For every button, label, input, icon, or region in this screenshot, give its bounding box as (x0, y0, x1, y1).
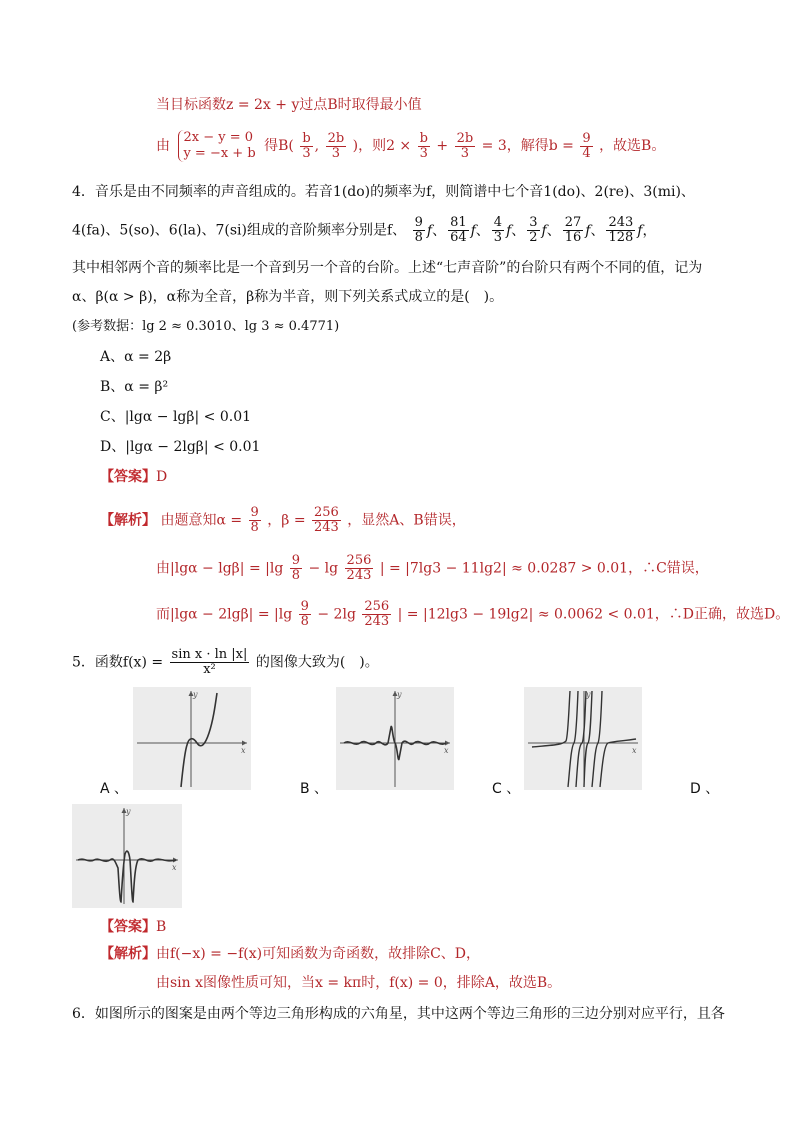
x-axis-label: x (632, 746, 637, 755)
answer-tag: 【答案】 (100, 919, 156, 935)
frequency-symbol: f (426, 222, 433, 239)
denominator: 4 (582, 145, 591, 161)
text: 由f(−x) = −f(x)可知函数为奇函数，故排除C、D， (156, 946, 481, 962)
label-option-a: A 、 (100, 781, 129, 797)
frequency-fraction (413, 216, 425, 245)
fraction (290, 554, 302, 583)
frequency-list (411, 215, 657, 245)
y-axis-label: y (193, 690, 198, 699)
fraction (418, 132, 430, 161)
denominator: 3 (419, 145, 428, 161)
text: ，显然A、B错误， (347, 512, 466, 529)
frequency-symbol: f (470, 222, 476, 239)
frequency-fraction (492, 216, 504, 245)
answer-value: D (156, 469, 168, 485)
denominator: 8 (291, 568, 301, 583)
q4-line-3: 其中相邻两个音的频率比是一个音到另一个音的台阶。上述“七声音阶”的台阶只有两个不同的值，记为 (72, 260, 703, 276)
text: ，故选B。 (599, 138, 666, 154)
q5-analysis-line-2: 由sin x图像性质可知，当x = kπ时，f(x) = 0，排除A，故选B。 (156, 975, 562, 991)
numerator: 4 (493, 215, 503, 230)
separator: 、 (546, 222, 561, 239)
text: 由|lgα − lgβ| = |lg (156, 560, 284, 577)
denominator: 243 (346, 568, 372, 583)
graph-option-d (72, 804, 182, 908)
equation-2: y = −x + b (183, 146, 256, 161)
separator: 、 (511, 222, 526, 239)
fraction (326, 132, 347, 161)
prev-line-1: 当目标函数z = 2x + y过点B时取得最小值 (156, 97, 422, 113)
q6-line-1: 6．如图所示的图案是由两个等边三角形构成的六角星，其中这两个等边三角形的三边分别对应平行，且各 (72, 1006, 725, 1022)
text: 而|lgα − 2lgβ| = |lg (156, 606, 293, 623)
fraction (455, 132, 476, 161)
numerator: 81 (450, 215, 467, 230)
denominator: 16 (564, 230, 582, 245)
numerator: sin x · ln |x| (171, 647, 248, 662)
denominator: 3 (302, 145, 311, 161)
fraction (299, 600, 311, 629)
numerator: 256 (314, 505, 339, 520)
fraction (362, 600, 391, 629)
y-axis-label: y (126, 807, 131, 816)
x-axis-label: x (172, 863, 177, 872)
numerator: b (419, 130, 428, 146)
numerator: 256 (346, 553, 372, 568)
q4-option-b: B、α = β² (100, 379, 169, 395)
text: | = |7lg3 − 11lg2| ≈ 0.0287 > 0.01，∴C错误， (379, 560, 709, 577)
graph-option-c (524, 687, 642, 790)
denominator: 243 (364, 614, 390, 629)
text: ，β = (267, 512, 306, 529)
frequency-symbol: f (585, 222, 591, 239)
label-option-b: B 、 (300, 781, 329, 797)
separator: 、 (432, 222, 447, 239)
text: − 2lg (317, 606, 356, 623)
text: 5．函数f(x) = (72, 654, 164, 671)
frequency-fraction (448, 216, 469, 245)
frequency-fraction (527, 216, 539, 245)
denominator: x² (203, 662, 216, 677)
q4-analysis-line-3 (156, 600, 789, 629)
denominator: 8 (414, 230, 423, 245)
numerator: 27 (564, 215, 582, 230)
q4-option-c: C、|lgα − lgβ| < 0.01 (100, 409, 252, 425)
equation-system (178, 130, 255, 162)
text: 得B( (264, 138, 294, 154)
numerator: 9 (300, 599, 309, 614)
denominator: 2 (529, 230, 538, 245)
separator: 、 (590, 222, 605, 239)
q4-reference-data: (参考数据：lg 2 ≈ 0.3010、lg 3 ≈ 0.4771) (72, 319, 340, 334)
text: 由 (156, 138, 170, 154)
denominator: 8 (250, 520, 259, 535)
numerator: 9 (250, 505, 259, 520)
text: 4(fa)、5(so)、6(la)、7(si)组成的音阶频率分别是f、 (72, 222, 407, 239)
denominator: 128 (608, 230, 634, 245)
x-axis-label: x (241, 746, 246, 755)
numerator: b (302, 130, 311, 146)
q4-line-1: 4．音乐是由不同频率的声音组成的。若音1(do)的频率为f，则简谱中七个音1(do)、2(re)、3(mi)、 (72, 184, 695, 200)
q4-option-a: A、α = 2β (100, 349, 172, 365)
denominator: 243 (314, 520, 339, 535)
q4-analysis-line-1 (100, 506, 466, 535)
text: + (436, 138, 449, 154)
denominator: 3 (493, 230, 503, 245)
text: | = |12lg3 − 19lg2| ≈ 0.0062 < 0.01，∴D正确，故选D。 (397, 606, 790, 623)
text: )，则2 × (352, 138, 412, 154)
x-axis-label: x (444, 746, 449, 755)
numerator: 243 (608, 215, 634, 230)
analysis-tag: 【解析】 (100, 946, 156, 962)
denominator: 64 (450, 230, 467, 245)
q4-option-d: D、|lgα − 2lgβ| < 0.01 (100, 439, 261, 455)
numerator: 3 (529, 215, 538, 230)
text: = 3，解得b = (481, 138, 574, 154)
numerator: 9 (414, 215, 423, 230)
answer-tag: 【答案】 (100, 469, 156, 485)
label-option-c: C 、 (492, 781, 521, 797)
frequency-symbol: f (541, 222, 547, 239)
q4-analysis-line-2 (156, 554, 709, 583)
numerator: 2b (456, 130, 474, 146)
y-axis-label: y (586, 690, 591, 699)
equation-1: 2x − y = 0 (183, 130, 253, 145)
label-option-d: D 、 (690, 781, 720, 797)
frequency-symbol: f (637, 222, 643, 239)
frequency-symbol: f (506, 222, 512, 239)
answer-value: B (156, 919, 167, 935)
prev-line-2: 由 2x − y = 0 y = −x + b 得B( $\frac{b}{3}$ , $\frac{2b}{3}$ )，则2 × $\frac{b}{3}$ + $\frac{2b}{3}$ = 3，解得b = $\frac{9}{4}$ ，故选B。 (156, 130, 666, 161)
denominator: 8 (300, 614, 309, 629)
analysis-tag: 【解析】 (100, 512, 156, 529)
text: 的图像大致为( )。 (255, 654, 379, 671)
function-fraction (170, 648, 250, 677)
q5-stem (72, 648, 379, 677)
frequency-fraction (606, 216, 635, 245)
q4-answer (100, 468, 167, 486)
denominator: 3 (460, 145, 470, 161)
separator: ， (642, 222, 657, 239)
graph-option-a (133, 687, 251, 790)
text: − lg (308, 560, 339, 577)
q4-line-4: α、β(α > β)，α称为全音，β称为半音，则下列关系式成立的是( )。 (72, 289, 504, 305)
denominator: 3 (331, 145, 340, 161)
fraction (312, 506, 341, 535)
numerator: 9 (582, 130, 591, 146)
y-axis-label: y (397, 690, 402, 699)
q4-line-2 (72, 216, 656, 245)
fraction (580, 132, 592, 161)
fraction (300, 132, 312, 161)
frequency-fraction (563, 216, 584, 245)
q5-answer (100, 918, 166, 936)
q5-analysis-line-1 (100, 945, 480, 963)
separator: 、 (475, 222, 490, 239)
numerator: 9 (291, 553, 301, 568)
fraction (249, 506, 261, 535)
graph-option-b (336, 687, 454, 790)
numerator: 2b (327, 130, 345, 146)
fraction (345, 554, 374, 583)
text: 由题意知α = (160, 512, 243, 529)
numerator: 256 (364, 599, 390, 614)
